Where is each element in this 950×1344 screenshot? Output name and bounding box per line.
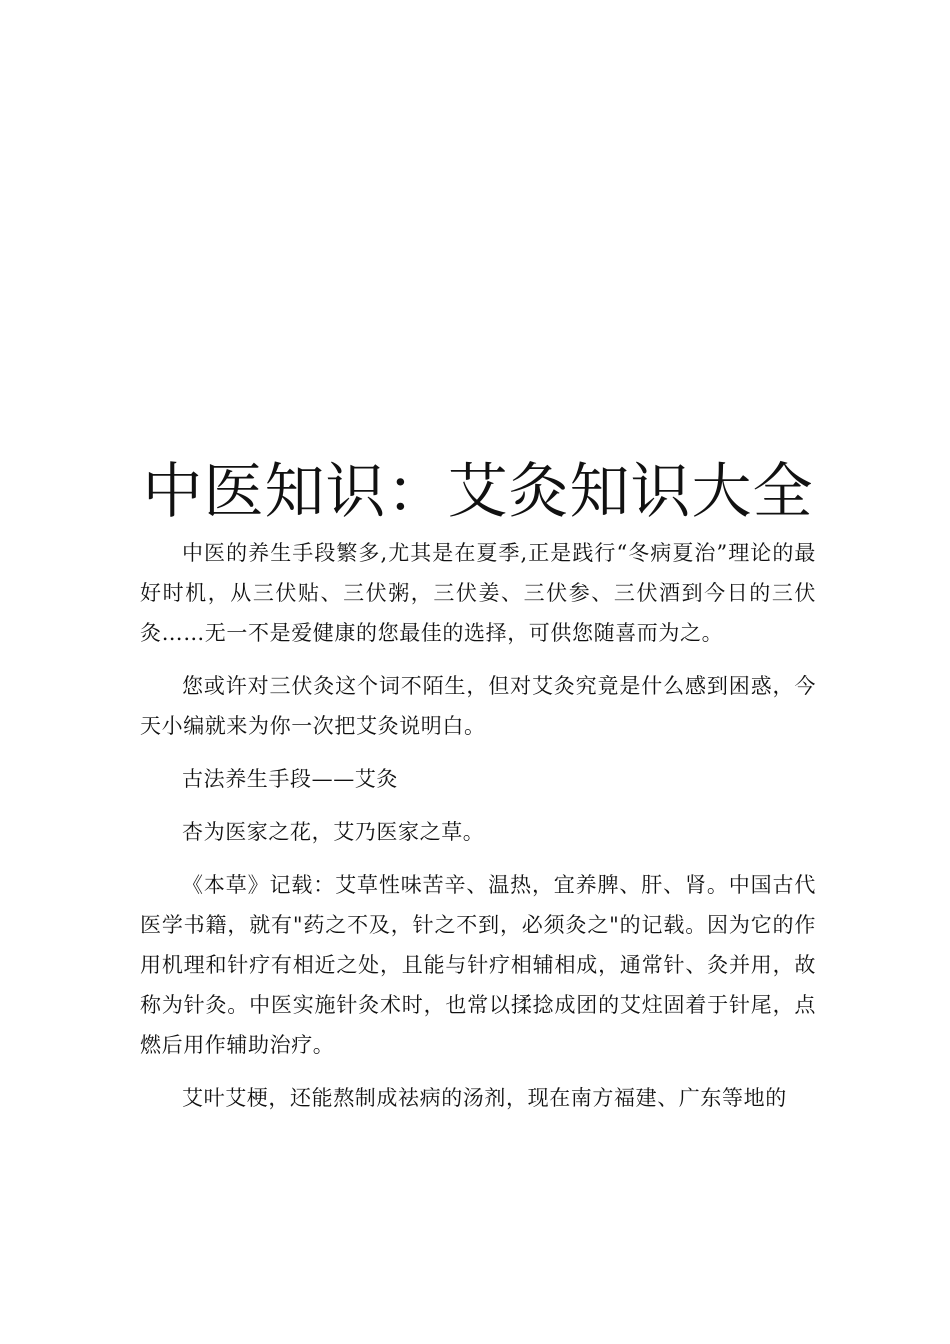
paragraph-saying: 杏为医家之花，艾乃医家之草。 bbox=[182, 820, 485, 844]
paragraph-decoction: 艾叶艾梗，还能熬制成祛病的汤剂，现在南方福建、广东等地的 bbox=[182, 1086, 787, 1110]
document-body bbox=[140, 533, 816, 1131]
document-title: 中医知识：艾灸知识大全 bbox=[142, 457, 814, 527]
section-heading: 古法养生手段——艾灸 bbox=[182, 767, 398, 791]
paragraph-intro: 中医的养生手段繁多,尤其是在夏季,正是践行“冬病夏治”理论的最好时机，从三伏贴、三伏粥，三伏姜、三伏参、三伏酒到今日的三伏灸……无一不是爱健康的您最佳的选择，可供您随喜而为之。 bbox=[140, 541, 816, 645]
paragraph-bencao: 《本草》记载：艾草性味苦辛、温热，宜养脾、肝、肾。中国古代医学书籍，就有"药之不及，针之不到，必须灸之"的记载。因为它的作用机理和针疗有相近之处，且能与针疗相辅相成，通常针、灸并用，故称为针灸。中医实施针灸术时，也常以揉捻成团的艾炷固着于针尾，点燃后用作辅助治疗。 bbox=[140, 873, 816, 1057]
paragraph-question: 您或许对三伏灸这个词不陌生，但对艾灸究竟是什么感到困惑，今天小编就来为你一次把艾灸说明白。 bbox=[140, 674, 816, 738]
